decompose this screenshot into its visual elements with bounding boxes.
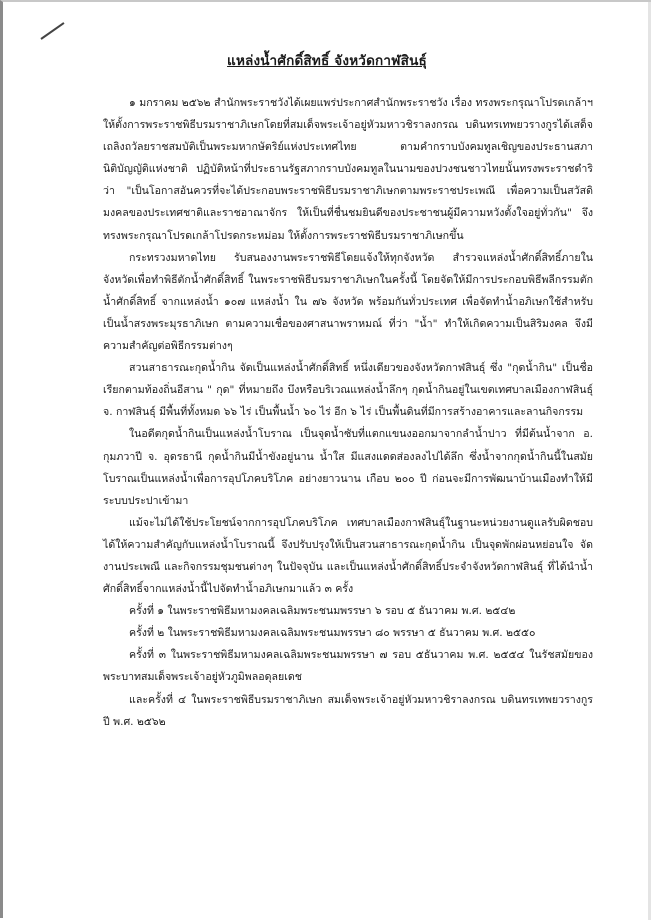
list-item-occasion-3: ครั้งที่ ๓ ในพระราชพิธีมหามงคลเฉลิมพระชนมพรรษา ๗ รอบ ๕ธันวาคม พ.ศ. ๒๕๕๔ ในรัชสมัยของพระบาทสมเด็จพระเจ้าอยู่หัวภูมิพลอดุลยเดช (103, 649, 593, 684)
list-item-occasion-2: ครั้งที่ ๒ ในพระราชพิธีมหามงคลเฉลิมพระชนมพรรษา ๘๐ พรรษา ๕ ธันวาคม พ.ศ. ๒๕๕๐ (129, 627, 536, 640)
paragraph-present-use: แม้จะไม่ได้ใช้ประโยชน์จากการอุปโภคบริโภค เทศบาลเมืองกาฬสินธุ์ในฐานะหน่วยงานดูแลรับผิดชอบได้ให้ความสำคัญกับแหล่งน้ำโบราณนี้ จึงปรับปรุงให้เป็นสวนสาธารณะกุดน้ำกิน เป็นจุดพักผ่อนหย่อนใจ จัดงานประเพณี และกิจกรรมชุมชนต่างๆ ในปัจจุบัน และเป็นแหล่งน้ำศักดิ์สิทธิ์ประจำจังหวัดกาฬสินธุ์ ที่ได้นำน้ำศักดิ์สิทธิ์จากแหล่งน้ำนี้ไปจัดทำน้ำอภิเษกมาแล้ว ๓ ครั้ง (103, 516, 593, 596)
paragraph-announcement: ๑ มกราคม ๒๕๖๒ สำนักพระราชวังได้เผยแพร่ประกาศสำนักพระราชวัง เรื่อง ทรงพระกรุณาโปรดเกล้าฯ ให้ตั้งการพระราชพิธีบรมราชาภิเษกโดยที่สมเด็จพระเจ้าอยู่หัวมหาวชิราลงกรณ บดินทรเทพยวรางกูรได้เสด็จ เถลิงถวัลยราชสมบัติเป็นพระมหากษัตริย์แห่งประเทศไทย ตามคำกราบบังคมทูลเชิญของประธานสภานิติบัญญัติแห่งชาติ ปฏิบัติหน้าที่ประธานรัฐสภากราบบังคมทูลในนามของปวงชนชาวไทยนั้นทรงพระราชดำริว่า "เป็นโอกาสอันควรที่จะได้ประกอบพระราชพิธีบรมราชาภิเษกตามพระราชประเพณี เพื่อความเป็นสวัสดิมงคลของประเทศชาติและราชอาณาจักร ให้เป็นที่ชื่นชมยินดีของประชาชนผู้มีความหวังตั้งใจอยู่ทั่วกัน" จึงทรงพระกรุณาโปรดเกล้าโปรดกระหม่อม ให้ตั้งการพระราชพิธีบรมราชาภิเษกขึ้น (103, 97, 593, 242)
list-item-occasion-4: และครั้งที่ ๔ ในพระราชพิธีบรมราชาภิเษก สมเด็จพระเจ้าอยู่หัวมหาวชิราลงกรณ บดินทรเทพยวรางกูร ปี พ.ศ. ๒๕๖๒ (103, 693, 593, 728)
paragraph-kud-nam-kin: สวนสาธารณะกุดน้ำกิน จัดเป็นแหล่งน้ำศักดิ์สิทธิ์ หนึ่งเดียวของจังหวัดกาฬสินธุ์ ซึ่ง "กุดน้ำกิน" เป็นชื่อเรียกตามท้องถิ่นอีสาน " กุด" ที่หมายถึง บึงหรือบริเวณแหล่งน้ำลึกๆ กุดน้ำกินอยู่ในเขตเทศบาลเมืองกาฬสินธุ์ จ. กาฬสินธุ์ มีพื้นที่ทั้งหมด ๖๖ ไร่ เป็นพื้นน้ำ ๖๐ ไร่ อีก ๖ ไร่ เป็นพื้นดินที่มีการสร้างอาคารและลานกิจกรรม (103, 362, 593, 419)
list-item-occasion-1: ครั้งที่ ๑ ในพระราชพิธีมหามงคลเฉลิมพระชนมพรรษา ๖ รอบ ๕ ธันวาคม พ.ศ. ๒๕๔๒ (129, 605, 516, 618)
document-body (103, 92, 593, 733)
paragraph-history: ในอดีตกุดน้ำกินเป็นแหล่งน้ำโบราณ เป็นจุดน้ำซับที่แตกแขนงออกมาจากลำน้ำปาว ที่มีต้นน้ำจาก อ. กุมภวาปี จ. อุดรธานี กุดน้ำกินมีน้ำขังอยู่นาน น้ำใส มีแสงแดดส่องลงไปได้ลึก ซึ่งน้ำจากกุดน้ำกินนี้ในสมัยโบราณเป็นแหล่งน้ำเพื่อการอุปโภคบริโภค อย่างยาวนาน เกือบ ๒๐๐ ปี ก่อนจะมีการพัฒนาบ้านเมืองทำให้มีระบบประปาเข้ามา (103, 428, 593, 507)
page-title: แหล่งน้ำศักดิ์สิทธิ์ จังหวัดกาฬสินธุ์ (227, 53, 427, 69)
paragraph-ministry: กระทรวงมหาดไทย รับสนองงานพระราชพิธีโดยแจ้งให้ทุกจังหวัด สำรวจแหล่งน้ำศักดิ์สิทธิ์ภายในจังหวัดเพื่อทำพิธีตักน้ำศักดิ์สิทธิ์ ในพระราชพิธีบรมราชาภิเษกในครั้งนี้ โดยจัดให้มีการประกอบพิธีพลีกรรมตักน้ำศักดิ์สิทธิ์ จากแหล่งน้ำ ๑๐๗ แหล่งน้ำ ใน ๗๖ จังหวัด พร้อมกันทั่วประเทศ เพื่อจัดทำน้ำอภิเษกใช้สำหรับเป็นน้ำสรงพระมุรธาภิเษก ตามความเชื่อของศาสนาพราหมณ์ ที่ว่า "น้ำ" ทำให้เกิดความเป็นสิริมงคล จึงมีความสำคัญต่อพิธีกรรมต่างๆ (103, 251, 593, 353)
pen-mark (40, 22, 64, 40)
